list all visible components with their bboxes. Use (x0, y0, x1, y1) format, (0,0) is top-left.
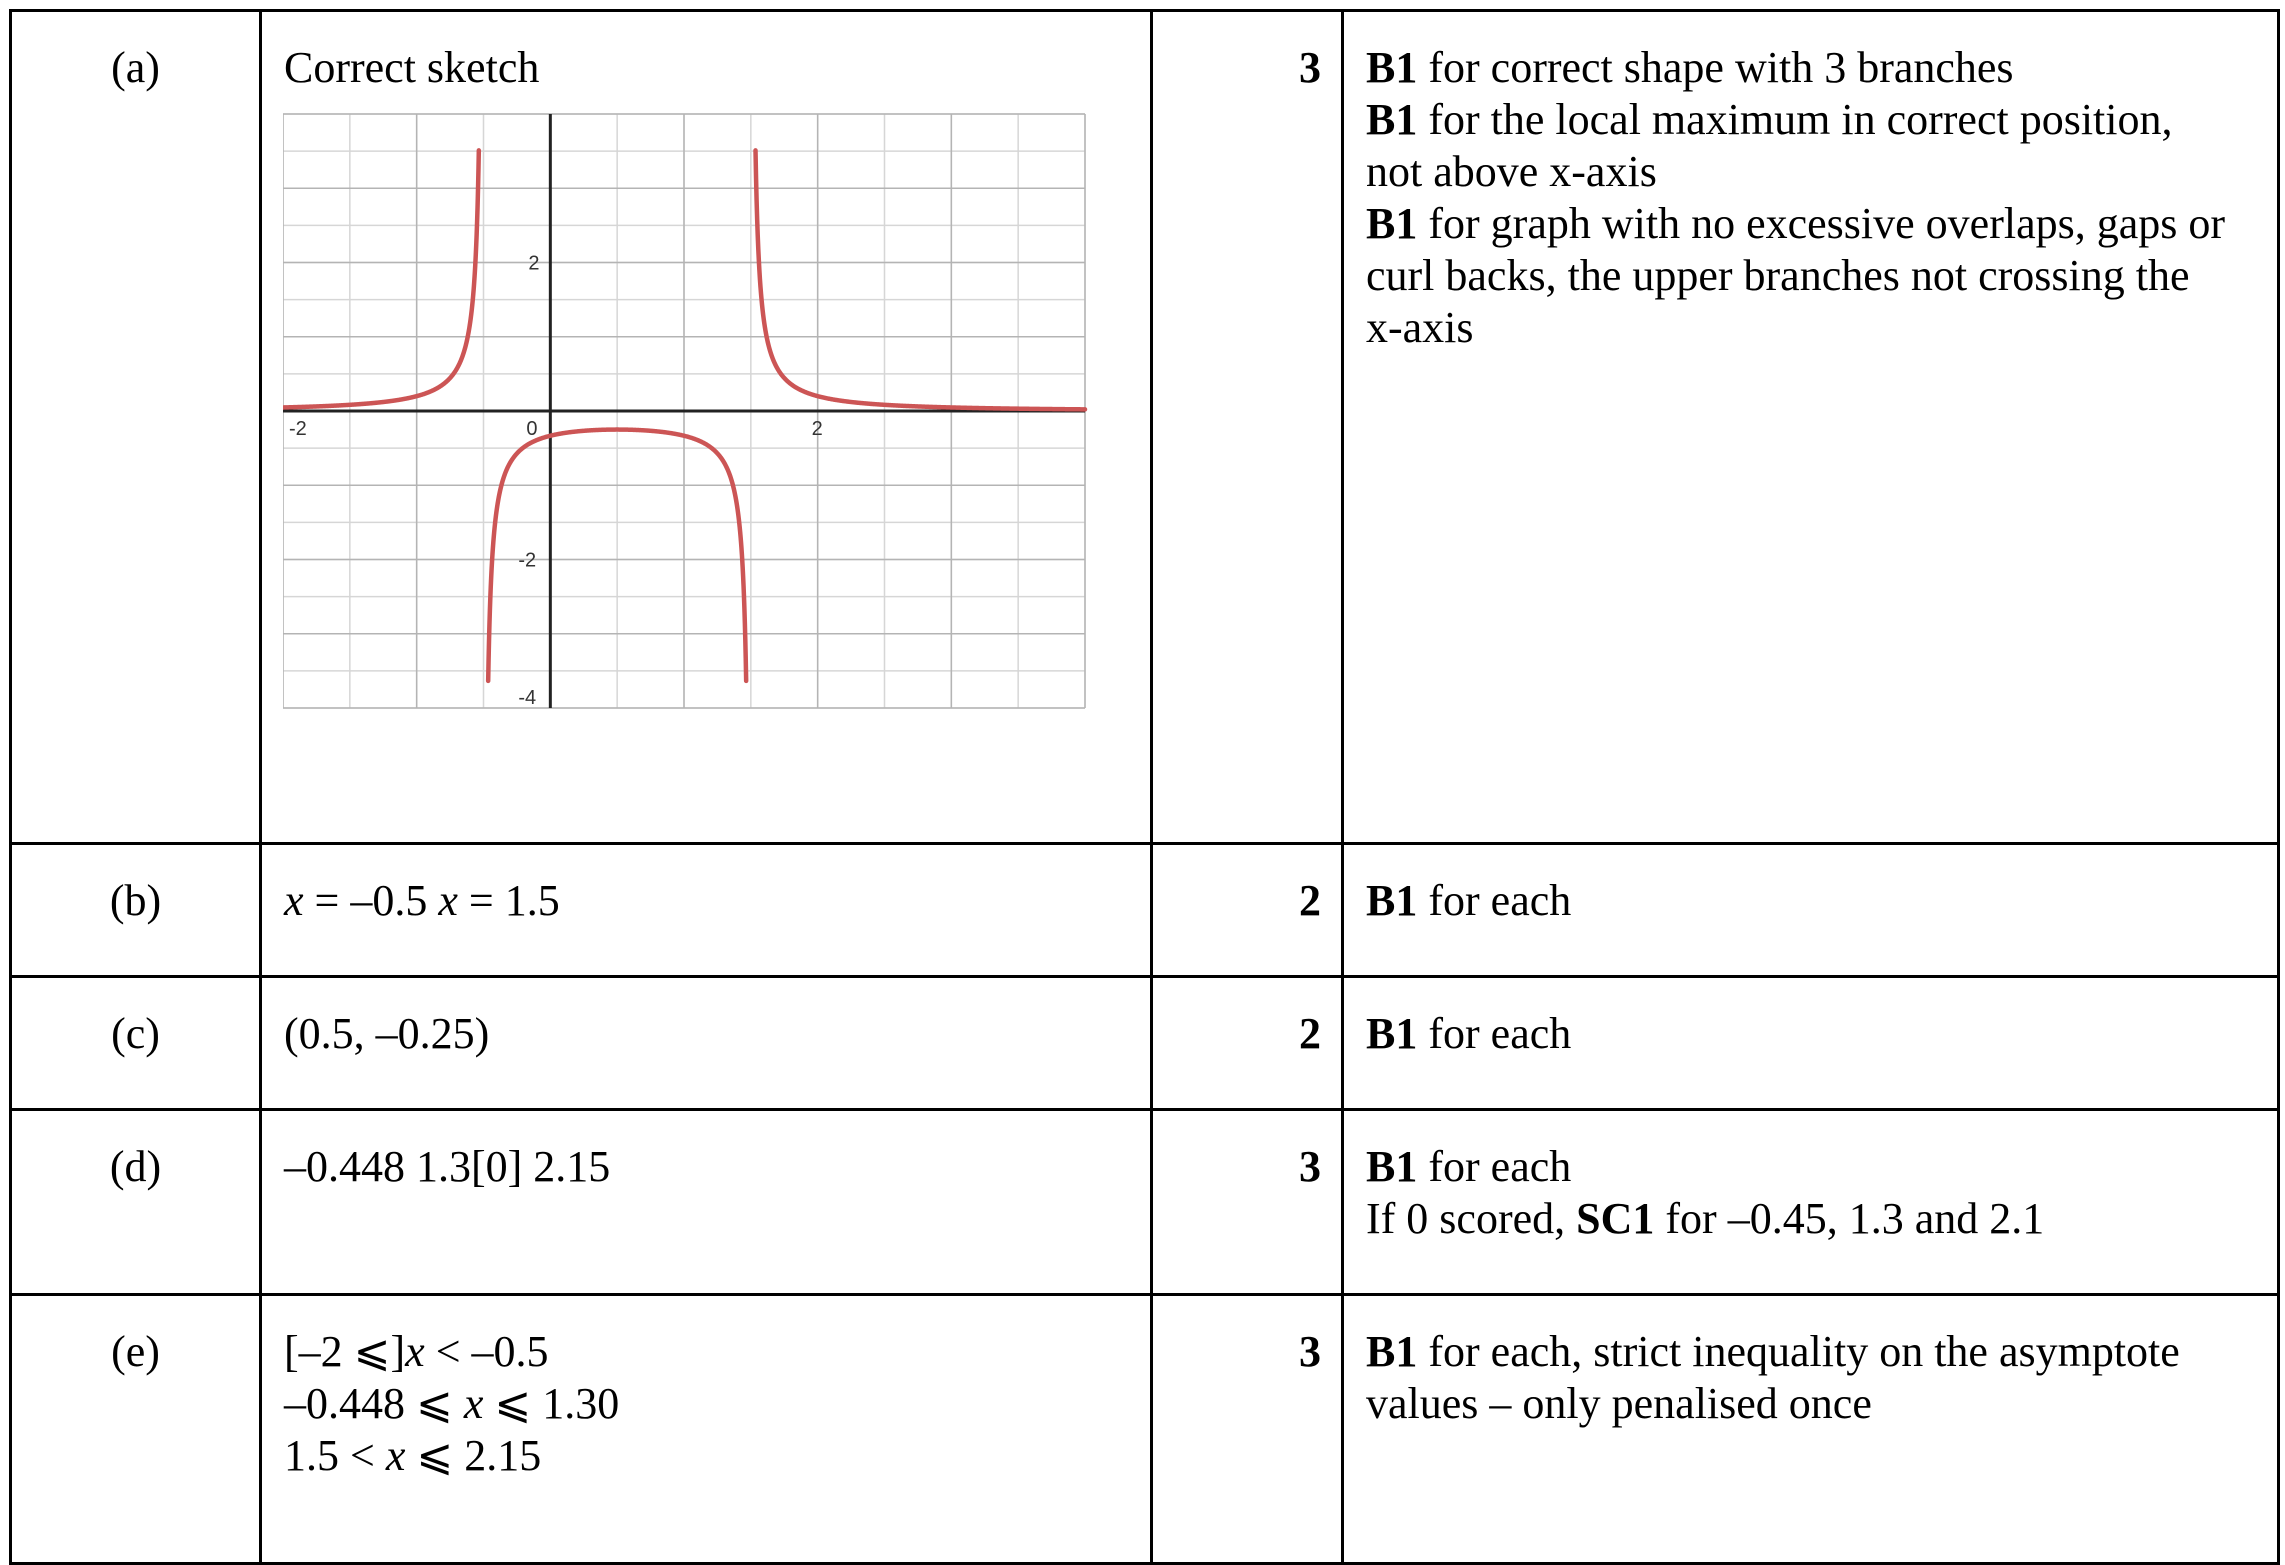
answer-text: –0.448 1.3[0] 2.15 (261, 1110, 1152, 1295)
guidance-line: B1 for correct shape with 3 branches (1366, 43, 2014, 92)
row-d (11, 1110, 2279, 1295)
curve-right-branch (756, 150, 1085, 409)
tick-label-x: -2 (289, 418, 307, 440)
tick-label-x: 0 (526, 418, 538, 440)
inequality-line: –0.448 ⩽ x ⩽ 1.30 (284, 1379, 620, 1428)
guidance-line: B1 for graph with no excessive overlaps, gaps or (1366, 199, 2226, 248)
answer-cell (261, 1295, 1152, 1564)
answer-cell (261, 11, 1152, 844)
row-e (11, 1295, 2279, 1564)
part-label: (a) (11, 11, 261, 844)
marks: 3 (1152, 1110, 1343, 1295)
guidance-cell: B1 for each (1343, 977, 2279, 1110)
guidance-line: not above x-axis (1366, 147, 1657, 196)
guidance-cell (1343, 11, 2279, 844)
tick-label-x: 2 (811, 418, 823, 440)
inequality-line: 1.5 < x ⩽ 2.15 (284, 1431, 542, 1480)
row-a (11, 11, 2279, 844)
tick-label-y: -2 (518, 549, 537, 572)
part-label: (b) (11, 844, 261, 977)
guidance-line: x-axis (1366, 303, 1474, 352)
part-label: (d) (11, 1110, 261, 1295)
row-b (11, 844, 2279, 977)
sketch-graph (283, 112, 1088, 712)
marks: 3 (1152, 1295, 1343, 1564)
tick-label-y: -4 (518, 687, 537, 709)
answer-text: (0.5, –0.25) (261, 977, 1152, 1110)
marks: 2 (1152, 977, 1343, 1110)
guidance-line: curl backs, the upper branches not crossing the (1366, 251, 2190, 300)
row-c (11, 977, 2279, 1110)
marks: 2 (1152, 844, 1343, 977)
answer-text: Correct sketch (284, 43, 540, 92)
answer-cell: x = –0.5 x = 1.5 (261, 844, 1152, 977)
inequality-line: [–2 ⩽]x < –0.5 (284, 1327, 549, 1376)
part-label: (c) (11, 977, 261, 1110)
guidance-cell: B1 for each, strict inequality on the asymptote values – only penalised once (1343, 1295, 2279, 1564)
marks: 3 (1152, 11, 1343, 844)
part-label: (e) (11, 1295, 261, 1564)
guidance-cell: B1 for each If 0 scored, SC1 for –0.45, 1.3 and 2.1 (1343, 1110, 2279, 1295)
tick-label-y: 2 (528, 252, 540, 275)
guidance-line: B1 for the local maximum in correct position, (1366, 95, 2173, 144)
mark-scheme-table (9, 9, 2280, 1565)
guidance-cell: B1 for each (1343, 844, 2279, 977)
